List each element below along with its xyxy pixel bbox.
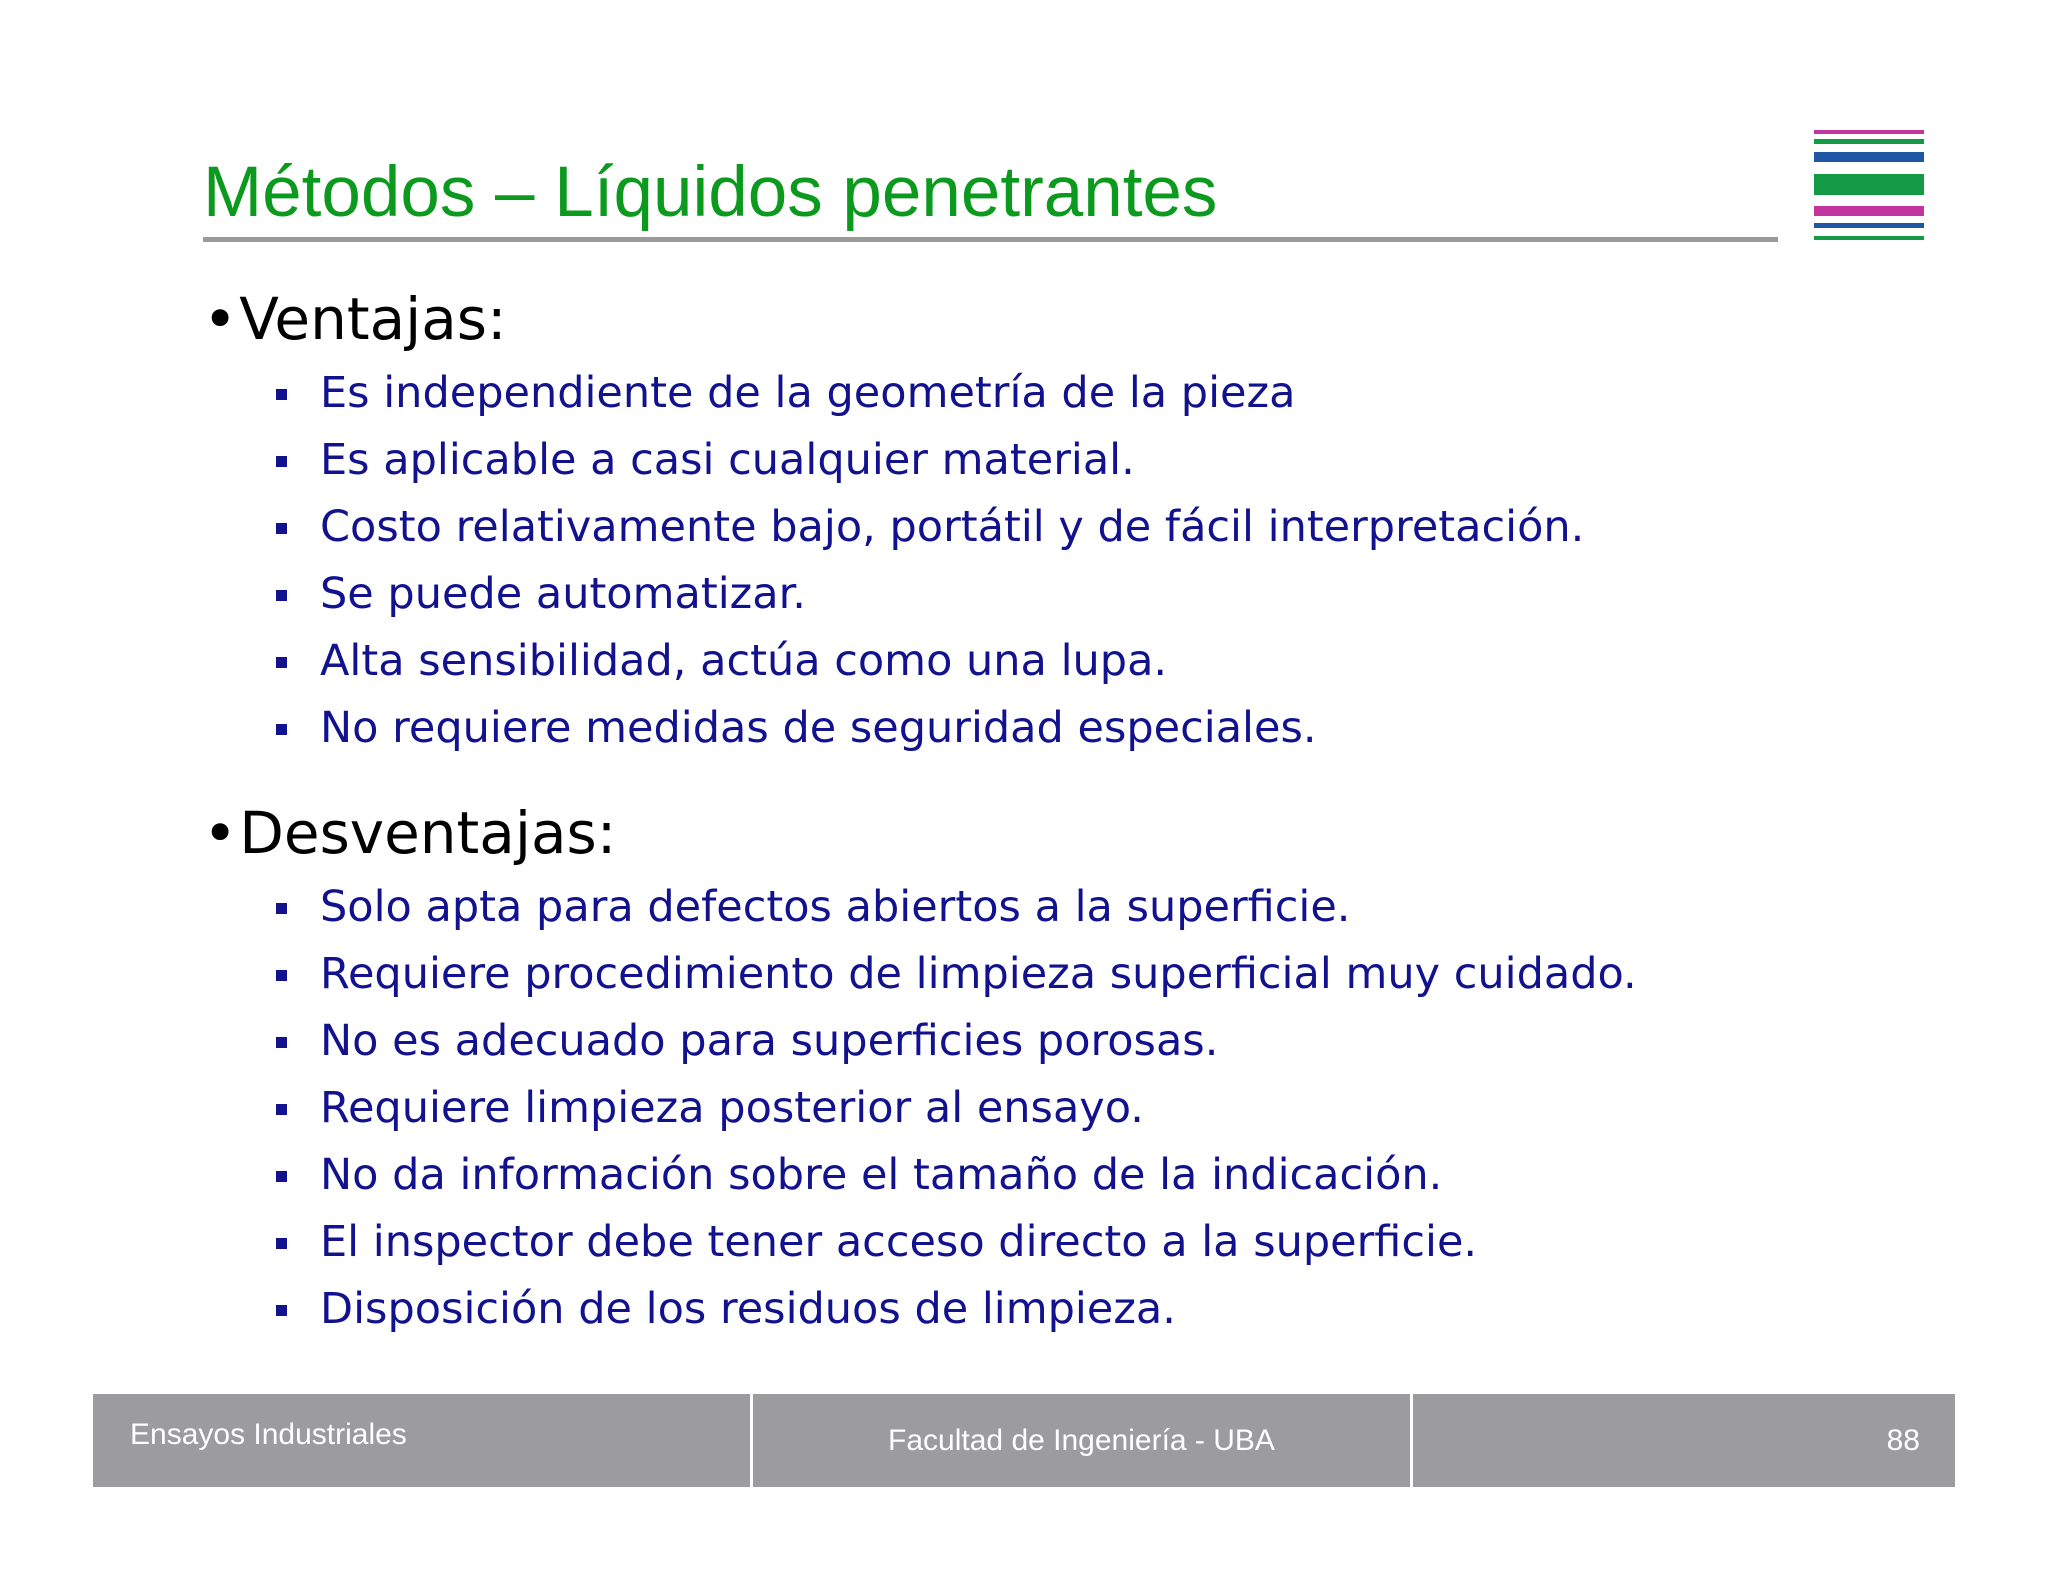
square-bullet-icon [276,1037,287,1048]
ventajas-list [272,360,1584,762]
square-bullet-icon [276,903,287,914]
square-bullet-icon [276,1305,287,1316]
list-item: Requiere procedimiento de limpieza superficial muy cuidado. [272,941,1637,1008]
list-item: No es adecuado para superficies porosas. [272,1008,1637,1075]
striped-logo-icon [1814,130,1924,242]
square-bullet-icon [276,1171,287,1182]
square-bullet-icon [276,724,287,735]
list-item: Costo relativamente bajo, portátil y de fácil interpretación. [272,494,1584,561]
slide-title: Métodos – Líquidos penetrantes [203,153,1218,232]
list-item: No da información sobre el tamaño de la indicación. [272,1142,1637,1209]
square-bullet-icon [276,389,287,400]
footer-page-number: 88 [1413,1394,1955,1487]
list-item: Alta sensibilidad, actúa como una lupa. [272,628,1584,695]
square-bullet-icon [276,657,287,668]
square-bullet-icon [276,590,287,601]
list-item: Solo apta para defectos abiertos a la superficie. [272,874,1637,941]
slide-footer [93,1394,1955,1487]
square-bullet-icon [276,456,287,467]
list-item: No requiere medidas de seguridad especiales. [272,695,1584,762]
square-bullet-icon [276,523,287,534]
square-bullet-icon [276,970,287,981]
bullet-dot-icon: • [203,799,238,867]
square-bullet-icon [276,1238,287,1249]
section-heading-label: Ventajas: [239,285,507,353]
desventajas-list [272,874,1637,1343]
section-heading-desventajas [203,798,616,868]
list-item: Es aplicable a casi cualquier material. [272,427,1584,494]
section-heading-label: Desventajas: [239,799,617,867]
list-item: Es independiente de la geometría de la pieza [272,360,1584,427]
square-bullet-icon [276,1104,287,1115]
footer-course: Ensayos Industriales [93,1394,750,1487]
title-underline [203,237,1778,242]
bullet-dot-icon: • [203,285,238,353]
footer-institution: Facultad de Ingeniería - UBA [753,1394,1410,1487]
list-item: Disposición de los residuos de limpieza. [272,1276,1637,1343]
list-item: El inspector debe tener acceso directo a la superficie. [272,1209,1637,1276]
list-item: Se puede automatizar. [272,561,1584,628]
section-heading-ventajas [203,284,507,354]
list-item: Requiere limpieza posterior al ensayo. [272,1075,1637,1142]
